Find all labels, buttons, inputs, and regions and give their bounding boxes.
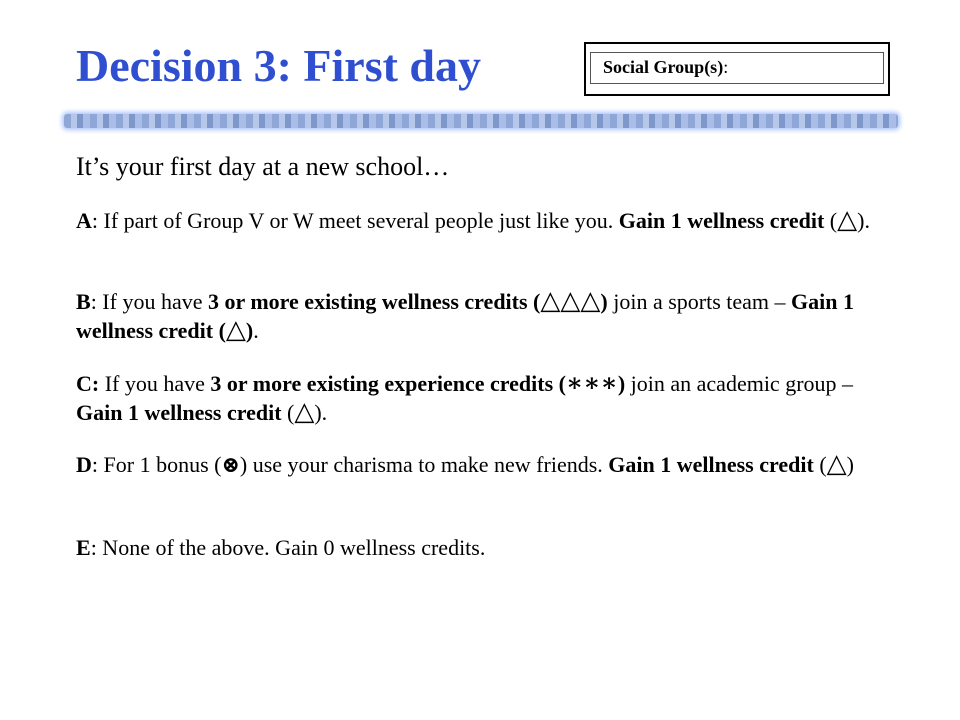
option-c-paren-close: ) bbox=[617, 371, 626, 396]
option-a-letter: A bbox=[76, 208, 92, 233]
bonus-otimes-icon: ⊗ bbox=[221, 452, 240, 477]
star-icon: ∗ bbox=[583, 370, 601, 397]
social-group-box bbox=[584, 42, 890, 96]
option-c-period: ). bbox=[314, 400, 328, 425]
option-c-paren-open: ( bbox=[281, 400, 295, 425]
page-title: Decision 3: First day bbox=[76, 40, 482, 91]
triangle-icon: △ bbox=[540, 286, 561, 315]
option-c bbox=[76, 369, 876, 427]
social-group-separator: : bbox=[723, 57, 729, 77]
option-a-paren-close: ). bbox=[857, 208, 870, 233]
option-a-text: : If part of Group V or W meet several people just like you. bbox=[91, 208, 619, 233]
option-d-letter: D bbox=[76, 452, 92, 477]
star-icon: ∗ bbox=[565, 370, 584, 397]
option-c-gain: Gain 1 wellness credit bbox=[76, 400, 282, 425]
triangle-icon: △ bbox=[580, 286, 601, 315]
option-d-action: ) use your charisma to make new friends. bbox=[239, 452, 609, 477]
intro-text: It’s your first day at a new school… bbox=[76, 152, 450, 181]
star-icon: ∗ bbox=[600, 370, 618, 397]
option-b bbox=[76, 287, 876, 345]
triangle-icon: △ bbox=[826, 449, 847, 478]
social-group-label: Social Group(s) bbox=[603, 57, 724, 77]
option-c-text: If you have bbox=[99, 371, 211, 396]
social-group-field bbox=[590, 52, 884, 84]
option-e-letter: E bbox=[76, 535, 91, 560]
option-d-paren-close: ) bbox=[846, 452, 854, 477]
option-e bbox=[76, 533, 876, 562]
option-c-requirement: 3 or more existing experience credits ( bbox=[210, 371, 566, 396]
option-b-action: join a sports team – bbox=[607, 289, 792, 314]
triangle-icon: △ bbox=[225, 315, 246, 344]
option-b-gain: Gain 1 wellness credit ( bbox=[76, 289, 854, 343]
option-b-paren-close: ) bbox=[600, 289, 608, 314]
option-b-letter: B bbox=[76, 289, 91, 314]
option-a-gain: Gain 1 wellness credit bbox=[618, 208, 825, 233]
option-d-gain: Gain 1 wellness credit bbox=[608, 452, 814, 477]
option-b-requirement: 3 or more existing wellness credits ( bbox=[207, 289, 541, 314]
option-a-paren-open: ( bbox=[824, 208, 838, 233]
triangle-icon: △ bbox=[294, 397, 315, 426]
option-c-action: join an academic group – bbox=[625, 371, 854, 396]
option-d bbox=[76, 450, 876, 479]
triangle-icon: △ bbox=[837, 205, 858, 234]
option-b-period: . bbox=[253, 318, 259, 343]
option-e-text: : None of the above. Gain 0 wellness credits. bbox=[90, 535, 486, 560]
option-d-paren-open: ( bbox=[813, 452, 827, 477]
option-b-gain-close: ) bbox=[245, 318, 254, 343]
option-a bbox=[76, 206, 876, 235]
option-c-letter: C: bbox=[76, 371, 100, 396]
option-b-text: : If you have bbox=[90, 289, 208, 314]
decorative-divider bbox=[64, 114, 898, 128]
option-d-text: : For 1 bonus ( bbox=[91, 452, 222, 477]
triangle-icon: △ bbox=[560, 286, 581, 315]
